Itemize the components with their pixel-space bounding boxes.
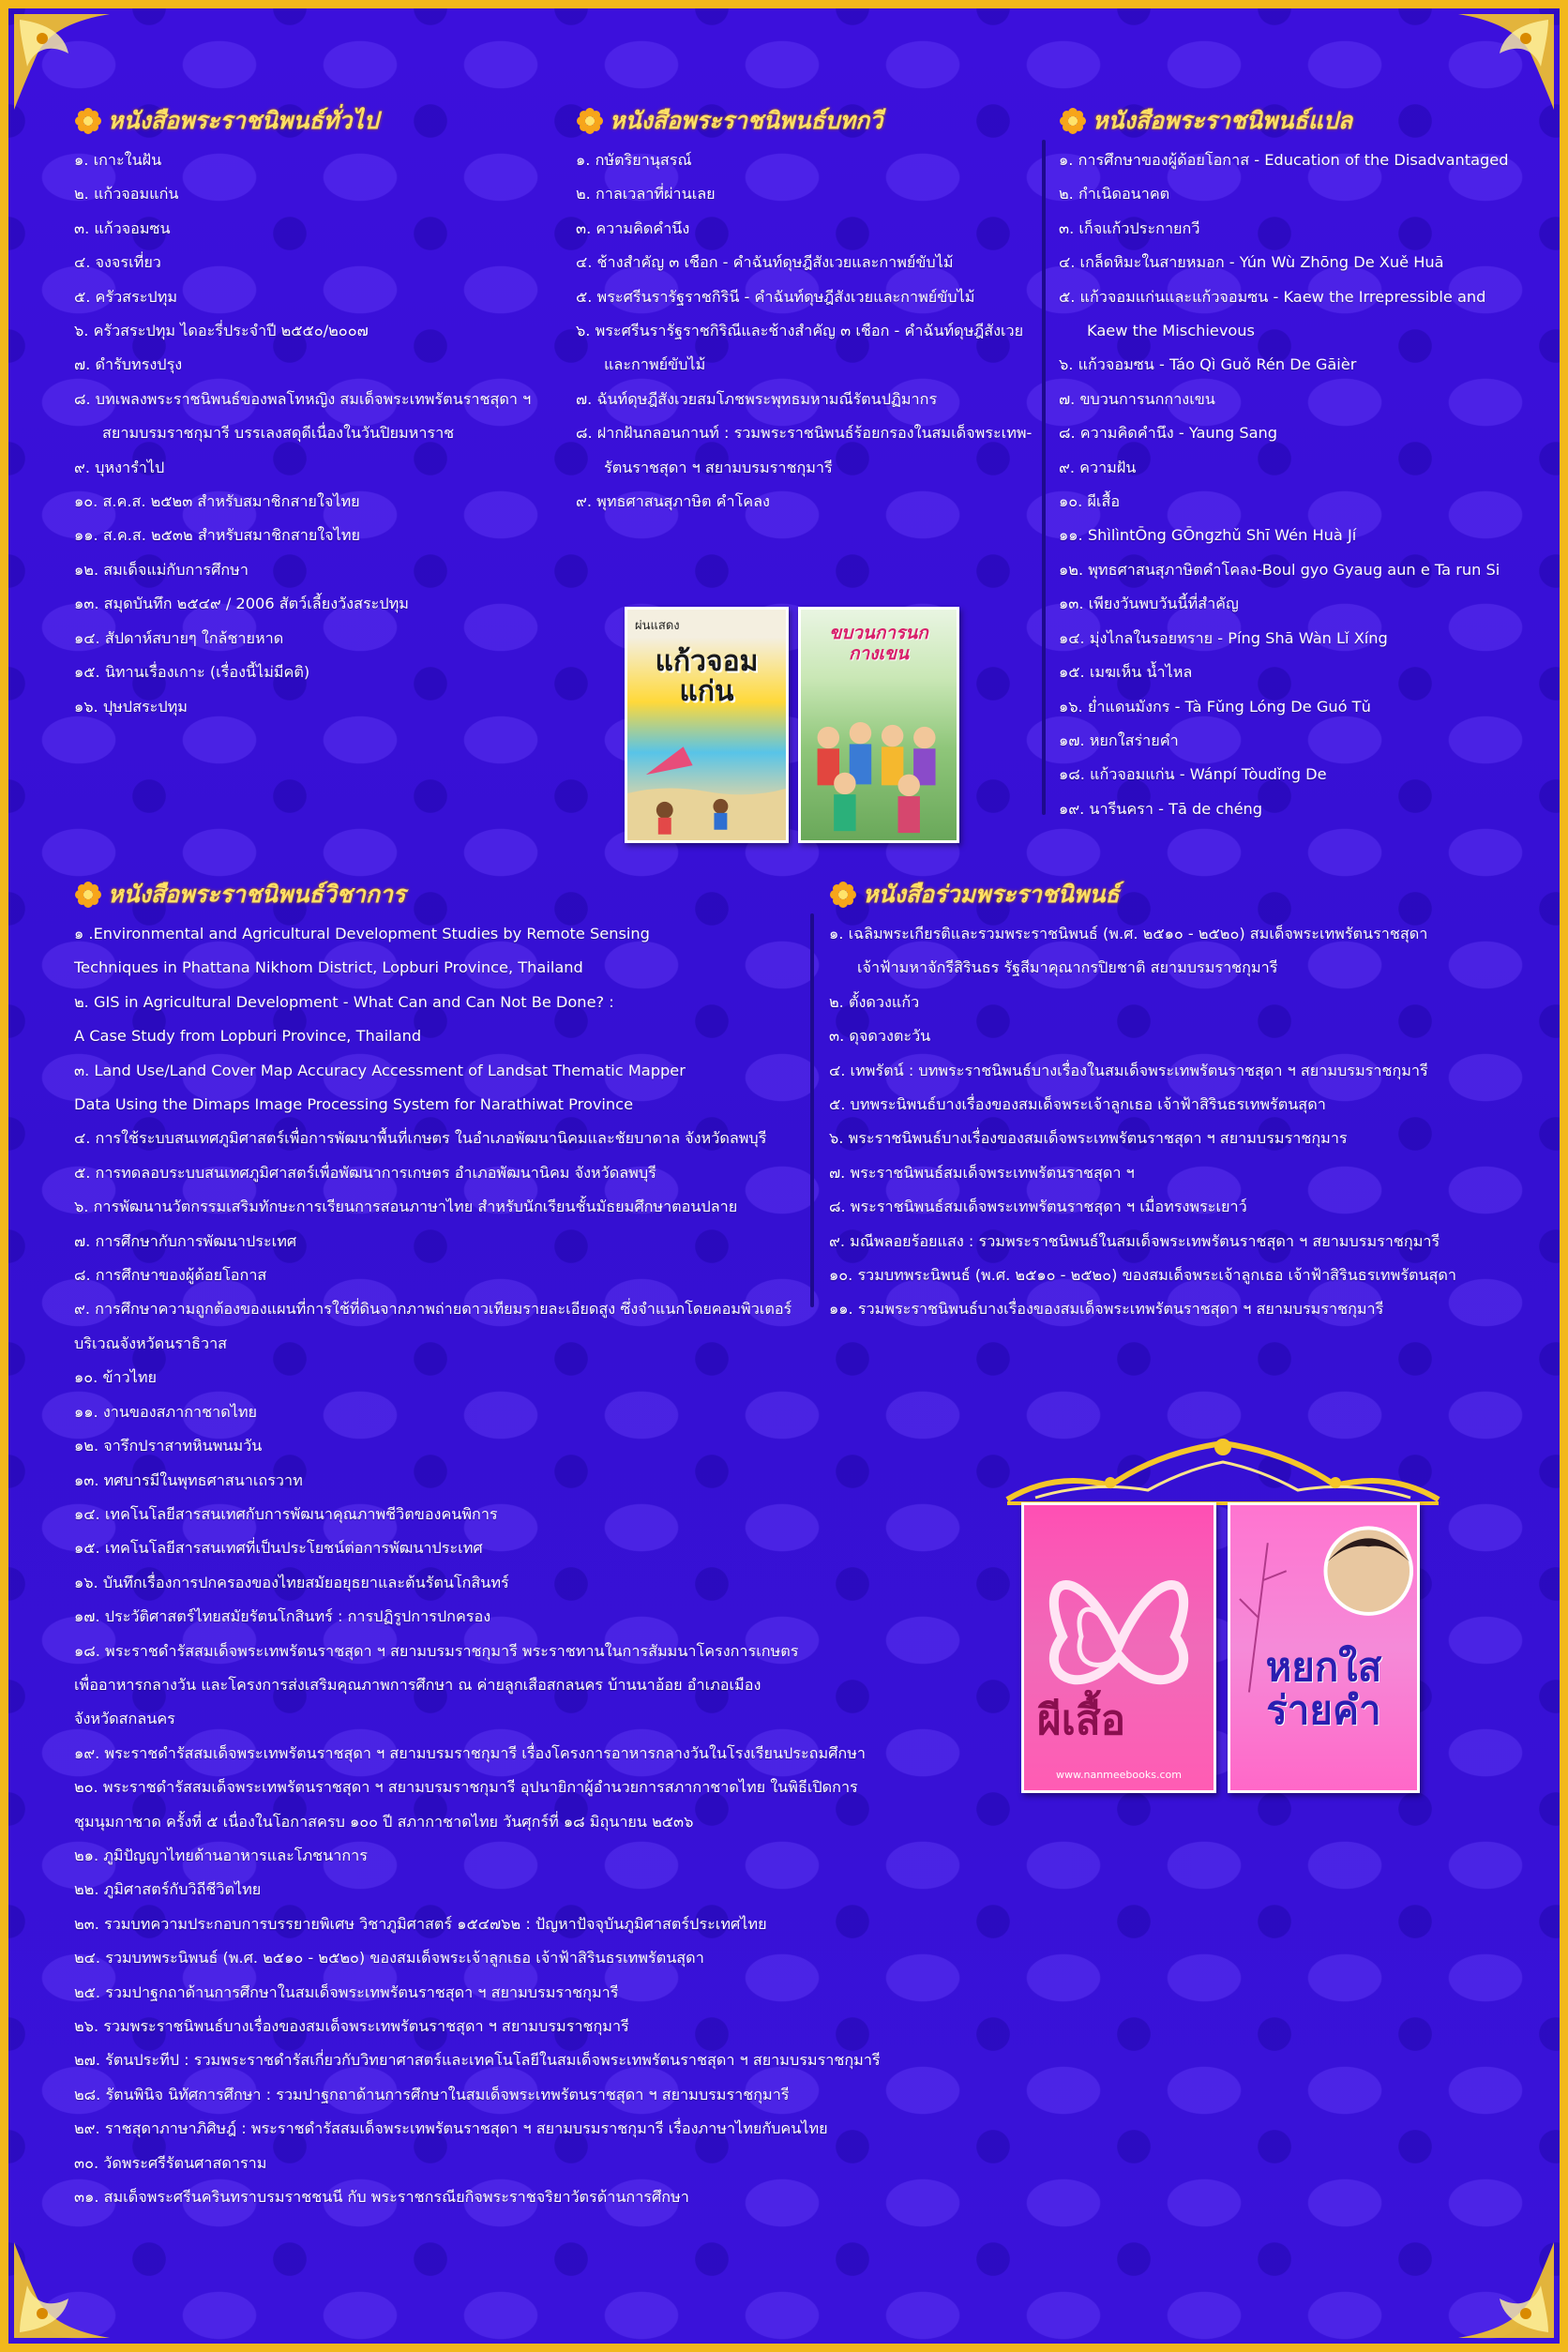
list-item-text: ๑๖. ปุษปสระปทุม	[74, 697, 188, 716]
list-item	[74, 553, 562, 587]
list-item-text: ๑๗. ประวัติศาสตร์ไทยสมัยรัตนโกสินทร์ : การปฏิรูปการปกครอง	[74, 1607, 491, 1626]
list-item	[74, 1771, 871, 1839]
list-item-text: ๔. เกล็ดหิมะในสายหมอก - Yún Wù Zhōng De Xuě Huā	[1059, 253, 1444, 272]
list-item-text: ๖. การพัฒนานวัตกรรมเสริมทักษะการเรียนการสอนภาษาไทย สำหรับนักเรียนชั้นมัธยมศึกษาตอนปลาย	[74, 1198, 738, 1216]
publisher-url: www.nanmeebooks.com	[1056, 1769, 1182, 1781]
book-list-translation	[1059, 143, 1546, 826]
list-item	[74, 2147, 871, 2180]
list-item-text: ๑๘. พระราชดำรัสสมเด็จพระเทพรัตนราชสุดา ฯ สยามบรมราชกุมารี พระราชทานในการสัมมนาโครงการเกษตร	[74, 1641, 799, 1660]
list-item-text: ๑๐. รวมบทพระนิพนธ์ (พ.ศ. ๒๕๑๐ - ๒๕๒๐) ของสมเด็จพระเจ้าลูกเธอ เจ้าฟ้าสิรินธรเทพรัตนสุดา	[829, 1266, 1457, 1285]
book-list-general	[74, 143, 562, 724]
list-item	[1059, 246, 1546, 279]
list-item-text: ๑๔. เทคโนโลยีสารสนเทศกับการพัฒนาคุณภาพชีวิตของคนพิการ	[74, 1504, 498, 1523]
list-item	[1059, 416, 1546, 450]
list-item-text: ๑. กษัตริยานุสรณ์	[576, 151, 692, 169]
list-item-text: ๒๘. รัตนพินิจ นิทัศการศึกษา : รวมปาฐกถาด้านการศึกษาในสมเด็จพระเทพรัตนราชสุดา ฯ สยามบรมราชกุมารี	[74, 2085, 790, 2103]
list-item-text: ๓. แก้วจอมซน	[74, 219, 171, 237]
section-title-text: หนังสือร่วมพระราชนิพนธ์	[863, 881, 1120, 908]
list-item	[576, 485, 1035, 519]
corner-ornament-bottom-right	[1455, 2239, 1558, 2342]
list-item	[74, 656, 562, 689]
section-general	[74, 102, 562, 724]
list-item	[576, 280, 1035, 314]
list-item	[74, 1531, 871, 1565]
list-item	[829, 986, 1551, 1019]
children-group-illustration	[801, 681, 957, 840]
list-item	[829, 1088, 1551, 1122]
list-item-text-continued: เพื่ออาหารกลางวัน และโครงการส่งเสริมคุณภาพการศึกษา ณ ค่ายลูกเสือสกลนคร บ้านนาอ้อย อำเภอเมือง	[74, 1675, 761, 1694]
list-item-text-continued: เจ้าฟ้ามหาจักรีสิรินธร รัฐสีมาคุณากรปิยชาติ สยามบรมราชกุมารี	[857, 958, 1278, 977]
list-item-text: ๒๔. รวมบทพระนิพนธ์ (พ.ศ. ๒๕๑๐ - ๒๕๒๐) ของสมเด็จพระเจ้าลูกเธอ เจ้าฟ้าสิรินธรเทพรัตนสุดา	[74, 1949, 704, 1968]
list-item	[74, 917, 871, 986]
list-item	[74, 212, 562, 246]
corner-ornament-top-left	[10, 10, 113, 113]
list-item-text: ๒๑. ภูมิปัญญาไทยด้านอาหารและโภชนาการ	[74, 1846, 368, 1864]
list-item	[74, 1122, 871, 1155]
list-item-text: ๒๐. พระราชดำรัสสมเด็จพระเทพรัตนราชสุดา ฯ สยามบรมราชกุมารี อุปนายิกาผู้อำนวยการสภากาชาดไทย ในพิธีเปิดการ	[74, 1778, 858, 1797]
list-item-text: ๘. พระราชนิพนธ์สมเด็จพระเทพรัตนราชสุดา ฯ เมื่อทรงพระเยาว์	[829, 1198, 1247, 1216]
list-item	[74, 2112, 871, 2146]
book-cover-kaew-jom-kaen	[625, 607, 789, 843]
list-item-text: ๑๖. บันทึกเรื่องการปกครองของไทยสมัยอยุธยาและต้นรัตนโกสินทร์	[74, 1573, 509, 1591]
list-item	[74, 587, 562, 621]
list-item	[74, 1635, 871, 1737]
list-item	[1059, 792, 1546, 826]
list-item	[74, 2180, 871, 2214]
list-item-text: ๑. การศึกษาของผู้ด้อยโอกาส - Education of the Disadvantaged	[1059, 151, 1509, 169]
flower-icon	[74, 881, 102, 909]
list-item-text: ๒. แก้วจอมแก่น	[74, 185, 179, 204]
list-item	[74, 143, 562, 177]
list-item	[1059, 690, 1546, 724]
list-item	[829, 1225, 1551, 1259]
list-item-text: ๗. การศึกษากับการพัฒนาประเทศ	[74, 1231, 297, 1250]
list-item-text: ๑๙. นารีนครา - Tā de chéng	[1059, 799, 1263, 818]
list-item-text: ๙. พุทธศาสนสุภาษิต คำโคลง	[576, 492, 770, 511]
list-item-text: ๗. พระราชนิพนธ์สมเด็จพระเทพรัตนราชสุดา ฯ	[829, 1163, 1135, 1182]
list-item	[74, 2078, 871, 2112]
section-title-text: หนังสือพระราชนิพนธ์วิชาการ	[108, 881, 406, 908]
list-item-text: ๓๐. วัดพระศรีรัตนศาสดาราม	[74, 2153, 267, 2172]
list-item	[74, 1225, 871, 1259]
list-item	[1059, 212, 1546, 246]
list-item	[1059, 177, 1546, 211]
list-item	[74, 1292, 871, 1361]
list-item-text-continued: Techniques in Phattana Nikhom District, Lopburi Province, Thailand	[74, 958, 583, 977]
list-item	[74, 1907, 871, 1941]
book-list-joint	[829, 917, 1551, 1327]
flower-icon	[576, 107, 604, 135]
list-item-text: ๒. กาลเวลาที่ผ่านเลย	[576, 185, 716, 204]
list-item-text: ๑๓. ทศบารมีในพุทธศาสนาเถรวาท	[74, 1470, 303, 1489]
list-item	[576, 246, 1035, 279]
list-item-text: ๑๒. พุทธศาสนสุภาษิตคำโคลง-Boul gyo Gyaug aun e Ta run Si	[1059, 560, 1500, 579]
list-item	[576, 143, 1035, 177]
list-item-text: ๘. ฝากฝันกลอนกานท์ : รวมพระราชนิพนธ์ร้อยกรองในสมเด็จพระเทพ-	[576, 424, 1033, 443]
list-item-text: ๔. จงจรเที่ยว	[74, 253, 161, 272]
list-item-text: ๖. แก้วจอมซน - Táo Qì Guǒ Rén De Gāièr	[1059, 355, 1357, 374]
list-item-text: ๖. พระราชนิพนธ์บางเรื่องของสมเด็จพระเทพรัตนราชสุดา ฯ สยามบรมราชกุมาร	[829, 1129, 1348, 1148]
list-item	[74, 246, 562, 279]
list-item-text: ๑๕. เมฆเห็น น้ำไหล	[1059, 663, 1193, 682]
list-item-text: ๒๕. รวมปาฐกถาด้านการศึกษาในสมเด็จพระเทพรัตนราชสุดา ฯ สยามบรมราชกุมารี	[74, 1983, 619, 2001]
list-item-text: ๒. ตั้งดวงแก้ว	[829, 992, 920, 1011]
list-item-text: ๙. มณีพลอยร้อยแสง : รวมพระราชนิพนธ์ในสมเด็จพระเทพรัตนราชสุดา ฯ สยามบรมราชกุมารี	[829, 1231, 1440, 1250]
list-item-text: ๙. ความฝัน	[1059, 458, 1137, 476]
list-item	[74, 1566, 871, 1600]
list-item-text: ๑๕. นิทานเรื่องเกาะ (เรื่องนี้ไม่มีคติ)	[74, 663, 310, 682]
list-item-text: ๒๗. รัตนประทีป : รวมพระราชดำรัสเกี่ยวกับวิทยาศาสตร์และเทคโนโลยีในสมเด็จพระเทพรัตนราชสุดา ฯ สยามบรมราชกุมารี	[74, 2051, 881, 2070]
book-title: แก้วจอมแก่น	[655, 645, 759, 708]
list-item-text: ๕. บทพระนิพนธ์บางเรื่องของสมเด็จพระเจ้าลูกเธอ เจ้าฟ้าสิรินธรเทพรัตนสุดา	[829, 1095, 1326, 1114]
list-item-text: ๘. ความคิดคำนึง - Yaung Sang	[1059, 424, 1278, 443]
list-item-text-continued: A Case Study from Lopburi Province, Thailand	[74, 1027, 422, 1046]
section-title-joint	[829, 876, 1551, 913]
list-item-text: ๔. เทพรัตน์ : บทพระราชนิพนธ์บางเรื่องในสมเด็จพระเทพรัตนราชสุดา ฯ สยามบรมราชกุมารี	[829, 1061, 1428, 1079]
list-item	[74, 485, 562, 519]
list-item-text: ๑๑. ShìlìntŌng GŌngzhǔ Shī Wén Huà Jí	[1059, 526, 1357, 545]
list-item	[1059, 519, 1546, 552]
list-item-text: ๑๒. สมเด็จแม่กับการศึกษา	[74, 560, 249, 579]
list-item-text: ๖. พระศรีนรารัฐราชกิริณีและช้างสำคัญ ๓ เชือก - คำฉันท์ดุษฎีสังเวย	[576, 322, 1024, 340]
list-item-text: ๑๑. งานของสภากาชาดไทย	[74, 1402, 258, 1421]
list-item-text: ๒๖. รวมพระราชนิพนธ์บางเรื่องของสมเด็จพระเทพรัตนราชสุดา ฯ สยามบรมราชกุมารี	[74, 2017, 629, 2035]
list-item	[74, 1873, 871, 1907]
list-item-text: ๗. ดำรับทรงปรุง	[74, 355, 183, 374]
list-item	[74, 1464, 871, 1498]
list-item	[74, 1190, 871, 1224]
book-series-label: ผ่นแสดง	[635, 619, 680, 633]
list-item-text: ๕. ครัวสระปทุม	[74, 287, 178, 306]
divider-vertical	[1042, 140, 1046, 815]
list-item-text: ๔. ช้างสำคัญ ๓ เชือก - คำฉันท์ดุษฎีสังเวยและกาพย์ขับไม้	[576, 253, 954, 272]
list-item	[74, 622, 562, 656]
list-item	[829, 1259, 1551, 1292]
section-title-text: หนังสือพระราชนิพนธ์ทั่วไป	[108, 107, 379, 134]
list-item-text: ๑๕. เทคโนโลยีสารสนเทศที่เป็นประโยชน์ต่อการพัฒนาประเทศ	[74, 1539, 483, 1558]
flower-icon	[829, 881, 857, 909]
list-item	[74, 451, 562, 485]
list-item	[829, 1054, 1551, 1088]
list-item	[74, 1429, 871, 1463]
section-title-text: หนังสือพระราชนิพนธ์แปล	[1093, 107, 1353, 134]
list-item	[829, 1122, 1551, 1155]
section-poetry	[576, 102, 1035, 519]
corner-ornament-top-right	[1455, 10, 1558, 113]
list-item	[1059, 758, 1546, 792]
list-item	[829, 1292, 1551, 1326]
list-item	[829, 1156, 1551, 1190]
list-item	[1059, 485, 1546, 519]
list-item	[74, 690, 562, 724]
list-item	[1059, 622, 1546, 656]
book-title: หยกใสร่ายคำ	[1265, 1644, 1382, 1733]
list-item	[74, 1941, 871, 1975]
list-item-text-continued: และกาพย์ขับไม้	[604, 355, 706, 374]
book-cover-phisuea	[1021, 1502, 1216, 1793]
section-joint	[829, 876, 1551, 1327]
book-cover-nok-kangkhen	[798, 607, 959, 843]
list-item	[74, 1976, 871, 2010]
list-item	[829, 1190, 1551, 1224]
list-item-text: ๑๗. หยกใสร่ายคำ	[1059, 731, 1179, 749]
list-item	[74, 1259, 871, 1292]
list-item-text: ๗. ขบวนการนกกางเขน	[1059, 389, 1215, 408]
list-item	[576, 416, 1035, 485]
list-item-text: ๑๖. ย่ำแดนมังกร - Tà Fǔng Lóng De Guó Tǔ	[1059, 697, 1371, 716]
list-item	[1059, 348, 1546, 382]
list-item	[74, 519, 562, 552]
list-item-text: ๕. แก้วจอมแก่นและแก้วจอมซน - Kaew the Irrepressible and	[1059, 287, 1486, 306]
section-translation	[1059, 102, 1546, 826]
list-item-text: ๑๔. สัปดาห์สบายๆ ใกล้ชายหาด	[74, 628, 284, 647]
list-item-text: ๑ .Environmental and Agricultural Development Studies by Remote Sensing	[74, 925, 650, 942]
list-item-text: ๑๐. ผีเสื้อ	[1059, 492, 1121, 511]
list-item	[576, 212, 1035, 246]
flower-icon	[1059, 107, 1087, 135]
golden-frame-ornament	[998, 1434, 1448, 1509]
list-item-text-continued: จังหวัดสกลนคร	[74, 1710, 175, 1728]
list-item	[1059, 143, 1546, 177]
list-item-text: ๑. เกาะในฝัน	[74, 151, 162, 169]
list-item	[74, 1498, 871, 1531]
list-item-text: ๓๑. สมเด็จพระศรีนครินทราบรมราชชนนี กับ พระราชกรณียกิจพระราชจริยาวัตรด้านการศึกษา	[74, 2188, 689, 2207]
list-item	[1059, 587, 1546, 621]
list-item-text: ๘. การศึกษาของผู้ด้อยโอกาส	[74, 1266, 267, 1285]
list-item-text: ๓. Land Use/Land Cover Map Accuracy Accessment of Landsat Thematic Mapper	[74, 1061, 686, 1079]
list-item-text: ๙. การศึกษาความถูกต้องของแผนที่การใช้ที่ดินจากภาพถ่ายดาวเทียมรายละเอียดสูง ซึ่งจำแนกโดยคอมพิวเตอร์	[74, 1300, 792, 1319]
list-item	[74, 348, 562, 382]
list-item-text: ๑๓. เพียงวันพบวันนี้ที่สำคัญ	[1059, 595, 1239, 613]
list-item	[576, 177, 1035, 211]
list-item	[74, 1600, 871, 1634]
list-item-text: ๓. ความคิดคำนึง	[576, 219, 690, 237]
list-item-text: ๒. กำเนิดอนาคต	[1059, 185, 1170, 204]
list-item-text: ๑๙. พระราชดำรัสสมเด็จพระเทพรัตนราชสุดา ฯ สยามบรมราชกุมารี เรื่องโครงการอาหารกลางวันในโรงเรียนประถมศึกษา	[74, 1743, 866, 1762]
list-item	[74, 1737, 871, 1771]
corner-ornament-bottom-left	[10, 2239, 113, 2342]
section-title-translation	[1059, 102, 1546, 140]
list-item	[576, 383, 1035, 416]
list-item-text: ๑๘. แก้วจอมแก่น - Wánpí Tòudǐng De	[1059, 765, 1327, 784]
beach-illustration	[627, 737, 786, 840]
list-item-text: ๑๑. รวมพระราชนิพนธ์บางเรื่องของสมเด็จพระเทพรัตนราชสุดา ฯ สยามบรมราชกุมารี	[829, 1300, 1384, 1319]
list-item-text: ๘. บทเพลงพระราชนิพนธ์ของพลโทหญิง สมเด็จพระเทพรัตนราชสุดา ฯ	[74, 389, 532, 408]
list-item	[74, 2010, 871, 2043]
list-item	[1059, 280, 1546, 349]
list-item-text: ๒๒. ภูมิศาสตร์กับวิถีชีวิตไทย	[74, 1880, 262, 1899]
list-item	[74, 280, 562, 314]
list-item	[74, 383, 562, 451]
list-item	[74, 1054, 871, 1123]
list-item-text: ๑๐. ส.ค.ส. ๒๕๒๓ สำหรับสมาชิกสายใจไทย	[74, 492, 360, 511]
list-item-text-continued: Data Using the Dimaps Image Processing System for Narathiwat Province	[74, 1095, 634, 1114]
list-item-text: ๒๙. ราชสุดาภาษาภิศิษฎ์ : พระราชดำรัสสมเด็จพระเทพรัตนราชสุดา ฯ สยามบรมราชกุมารี เรื่องภาษาไทยกับคนไทย	[74, 2119, 828, 2138]
book-list-poetry	[576, 143, 1035, 519]
list-item-text: ๑๔. มุ่งไกลในรอยทราย - Píng Shā Wàn Lǐ Xíng	[1059, 628, 1388, 647]
list-item-text: ๗. ฉันท์ดุษฎีสังเวยสมโภชพระพุทธมหามณีรัตนปฏิมากร	[576, 389, 938, 408]
section-title-text: หนังสือพระราชนิพนธ์บทกวี	[610, 107, 883, 134]
list-item	[1059, 451, 1546, 485]
list-item-text-continued: สยามบรมราชกุมารี บรรเลงสดุดีเนื่องในวันปิยมหาราช	[102, 424, 455, 443]
list-item-text: ๑๒. จารึกปราสาทหินพนมวัน	[74, 1437, 263, 1455]
list-item	[74, 1839, 871, 1873]
list-item-text: ๑๐. ข้าวไทย	[74, 1368, 157, 1387]
list-item	[74, 2043, 881, 2077]
list-item-text: ๓. ดุจดวงตะวัน	[829, 1027, 931, 1046]
list-item-text-continued: Kaew the Mischievous	[1087, 322, 1255, 340]
book-cover-yok-sai	[1228, 1502, 1420, 1793]
list-item	[74, 177, 562, 211]
list-item-text: ๕. การทดลอบระบบสนเทศภูมิศาสตร์เพื่อพัฒนาการเกษตร อำเภอพัฒนานิคม จังหวัดลพบุรี	[74, 1163, 656, 1182]
list-item-text: ๑. เฉลิมพระเกียรติและรวมพระราชนิพนธ์ (พ.ศ. ๒๕๑๐ - ๒๕๒๐) สมเด็จพระเทพรัตนราชสุดา	[829, 925, 1428, 942]
list-item-text: ๕. พระศรีนรารัฐราชกิรินี - คำฉันท์ดุษฎีสังเวยและกาพย์ขับไม้	[576, 287, 975, 306]
list-item	[1059, 553, 1546, 587]
list-item	[1059, 724, 1546, 758]
list-item-text: ๒๓. รวมบทความประกอบการบรรยายพิเศษ วิชาภูมิศาสตร์ ๑๕๔๗๖๒ : ปัญหาปัจจุบันภูมิศาสตร์ประเทศไทย	[74, 1914, 767, 1933]
list-item-text: ๒. GIS in Agricultural Development - What Can and Can Not Be Done? :	[74, 992, 614, 1011]
list-item	[1059, 656, 1546, 689]
list-item-text-continued: บริเวณจังหวัดนราธิวาส	[74, 1334, 228, 1352]
list-item	[74, 1395, 871, 1429]
list-item	[1059, 383, 1546, 416]
list-item-text: ๔. การใช้ระบบสนเทศภูมิศาสตร์เพื่อการพัฒนาพื้นที่เกษตร ในอำเภอพัฒนานิคมและชัยบาดาล จังหวัดลพบุรี	[74, 1129, 767, 1148]
list-item	[74, 986, 871, 1054]
list-item-text: ๑๓. สมุดบันทึก ๒๕๔๙ / 2006 สัตว์เลี้ยงวังสระปทุม	[74, 595, 409, 613]
list-item	[576, 314, 1035, 383]
list-item	[74, 1361, 871, 1395]
list-item	[74, 314, 562, 348]
section-title-poetry	[576, 102, 1035, 140]
list-item-text-continued: ชุมนุมกาชาด ครั้งที่ ๕ เนื่องในโอกาสครบ ๑๐๐ ปี สภากาชาดไทย วันศุกร์ที่ ๑๘ มิถุนายน ๒๕๓๖	[74, 1812, 694, 1831]
list-item	[74, 1156, 871, 1190]
book-title: ขบวนการนกกางเขน	[829, 623, 928, 664]
list-item-text: ๙. บุหงารำไป	[74, 458, 165, 476]
section-title-general	[74, 102, 562, 140]
divider-vertical	[810, 913, 814, 1307]
book-title: ผีเสื้อ	[1037, 1696, 1126, 1744]
list-item-text: ๖. ครัวสระปทุม ไดอะรี่ประจำปี ๒๕๕๐/๒๐๐๗	[74, 322, 369, 340]
section-title-academic	[74, 876, 871, 913]
list-item-text: ๑๑. ส.ค.ส. ๒๕๓๒ สำหรับสมาชิกสายใจไทย	[74, 526, 360, 545]
flower-icon	[74, 107, 102, 135]
list-item	[829, 1019, 1551, 1053]
list-item-text-continued: รัตนราชสุดา ฯ สยามบรมราชกุมารี	[604, 458, 833, 476]
list-item	[829, 917, 1551, 986]
list-item-text: ๓. เก็จแก้วประกายกวี	[1059, 219, 1200, 237]
